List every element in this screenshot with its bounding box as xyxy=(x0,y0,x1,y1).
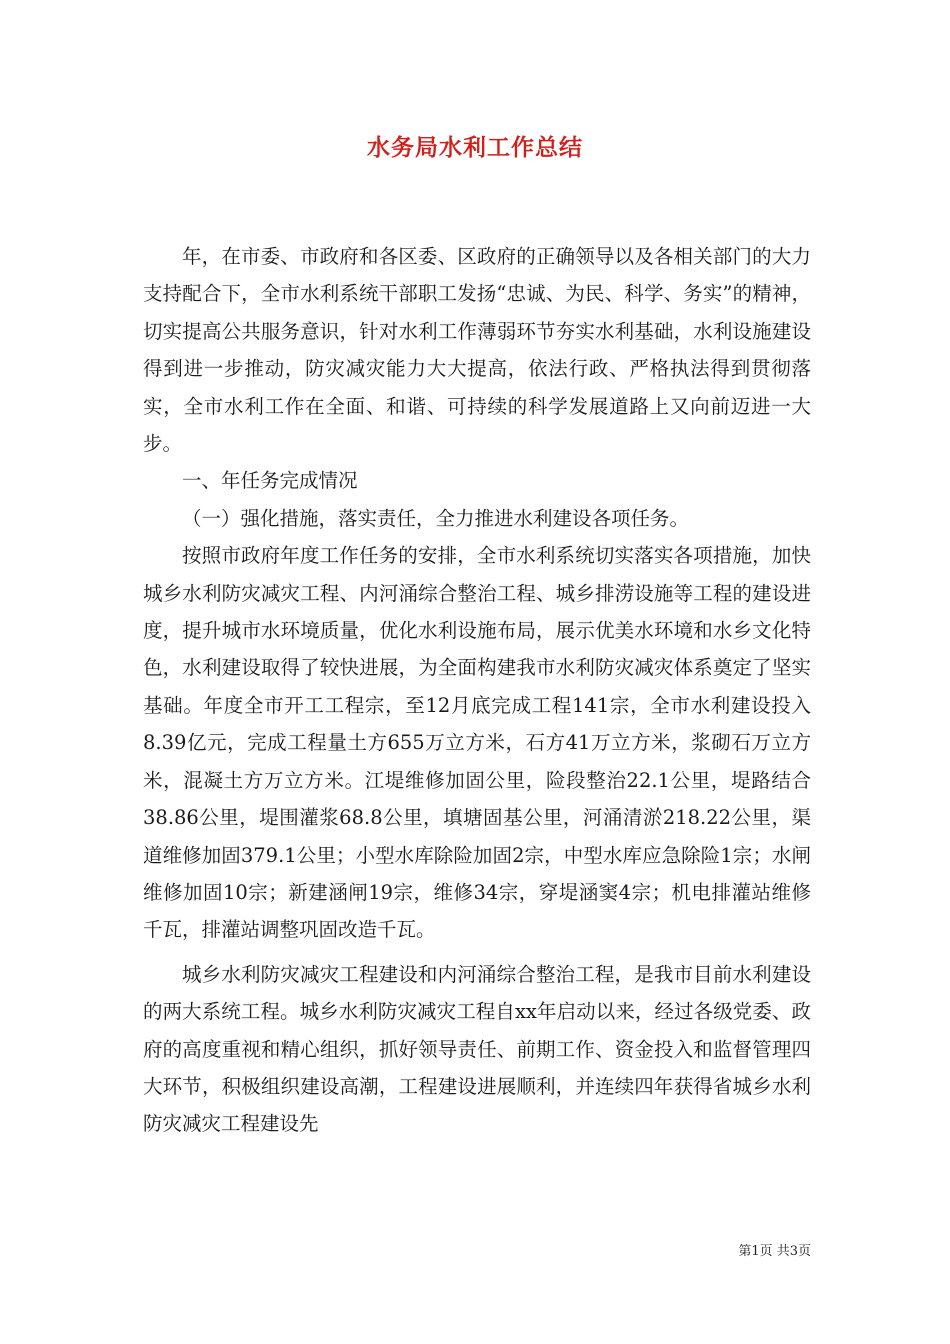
paragraph-progress: 按照市政府年度工作任务的安排，全市水利系统切实落实各项措施，加快城乡水利防灾减灾工程、内河涌综合整治工程、城乡排涝设施等工程的建设进度，提升城市水环境质量，优化水利设施布局，展示优美水环境和水乡文化特色，水利建设取得了较快进展，为全面构建我市水利防灾减灾体系奠定了坚实基础。年度全市开工工程宗，至12月底完成工程141宗，全市水利建设投入8.39亿元，完成工程量土方655万立方米，石方41万立方米，浆砌石万立方米，混凝土方万立方米。江堤维修加固公里，险段整治22.1公里，堤路结合38.86公里，堤围灌浆68.8公里，填塘固基公里，河涌清淤218.22公里，渠道维修加固379.1公里；小型水库除险加固2宗，中型水库应急除险1宗；水闸维修加固10宗；新建涵闸19宗，维修34宗，穿堤涵窦4宗；机电排灌站维修千瓦，排灌站调整巩固改造千瓦。 xyxy=(143,544,811,942)
page-number: 第1页 共3页 xyxy=(738,1244,811,1259)
paragraph-systems: 城乡水利防灾减灾工程建设和内河涌综合整治工程，是我市目前水利建设的两大系统工程。城乡水利防灾减灾工程自xx年启动以来，经过各级党委、政府的高度重视和精心组织，抓好领导责任、前期工作、资金投入和监督管理四大环节，积极组织建设高潮，工程建设进展顺利，并连续四年获得省城乡水利防灾减灾工程建设先 xyxy=(143,962,811,1136)
document-title: 水务局水利工作总结 xyxy=(367,134,583,161)
subsection-heading: （一）强化措施，落实责任，全力推进水利建设各项任务。 xyxy=(182,506,690,530)
document-body xyxy=(143,238,811,1143)
paragraph-intro: 年，在市委、市政府和各区委、区政府的正确领导以及各相关部门的大力支持配合下，全市水利系统干部职工发扬“忠诚、为民、科学、务实”的精神，切实提高公共服务意识，针对水利工作薄弱环节夯实水利基础，水利设施建设得到进一步推动，防灾减灾能力大大提高，依法行政、严格执法得到贯彻落实，全市水利工作在全面、和谐、可持续的科学发展道路上又向前迈进一大步。 xyxy=(143,245,811,456)
section-heading: 一、年任务完成情况 xyxy=(182,469,358,493)
